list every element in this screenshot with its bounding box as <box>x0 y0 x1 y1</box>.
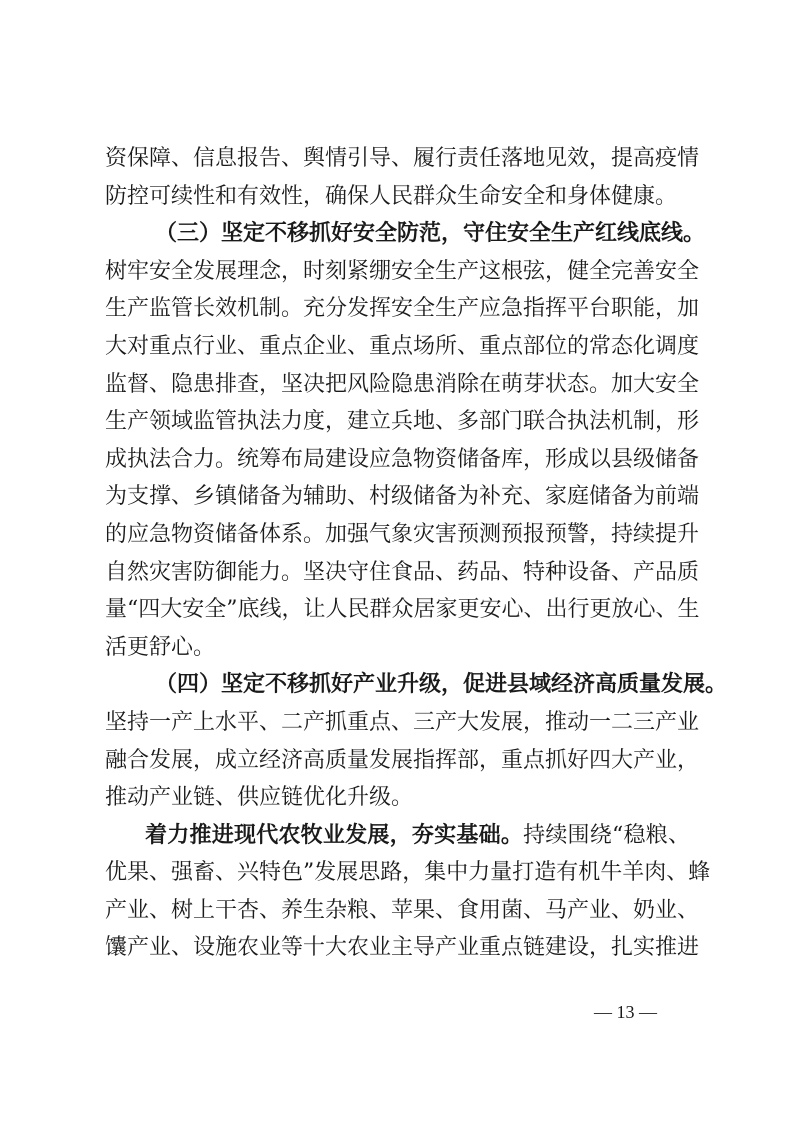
text-line-4: 树牢安全发展理念，时刻紧绷安全生产这根弦，健全完善安全 <box>105 258 700 284</box>
text-line-7: 监督、隐患排查，坚决把风险隐患消除在萌芽状态。加大安全 <box>105 371 700 397</box>
text-line-12: 自然灾害防御能力。坚决守住食品、药品、特种设备、产品质 <box>105 559 700 585</box>
text-line-21: 产业、树上干杏、养生杂粮、苹果、食用菌、马产业、奶业、 <box>105 897 700 923</box>
text-line-22: 馕产业、设施农业等十大农业主导产业重点链建设，扎实推进 <box>105 935 700 961</box>
section-heading-3 <box>105 215 706 253</box>
section-heading-text: （三）坚定不移抓好安全防范，守住安全生产红线底线。 <box>155 220 706 247</box>
text-line-9: 成执法合力。统筹布局建设应急物资储备库，形成以县级储备 <box>105 446 700 472</box>
text-line-13: 量“四大安全”底线，让人民群众居家更安心、出行更放心、生 <box>105 597 700 623</box>
text-line-17: 融合发展，成立经济高质量发展指挥部，重点抓好四大产业， <box>105 747 700 773</box>
text-line-6: 大对重点行业、重点企业、重点场所、重点部位的常态化调度 <box>105 333 700 359</box>
text-line-18: 推动产业链、供应链优化升级。 <box>105 785 414 811</box>
document-body <box>105 140 728 967</box>
text-line-16: 坚持一产上水平、二产抓重点、三产大发展，推动一二三产业 <box>105 709 700 735</box>
text-line-1: 资保障、信息报告、舆情引导、履行责任落地见效，提高疫情 <box>105 146 700 171</box>
text-line-10: 为支撑、乡镇储备为辅助、村级储备为补充、家庭储备为前端 <box>105 484 700 510</box>
page-number: — 13 — <box>594 1002 657 1022</box>
text-line-19-rest: 持续围绕“稳粮、 <box>523 822 690 848</box>
text-line-20: 优果、强畜、兴特色”发展思路，集中力量打造有机牛羊肉、蜂 <box>105 860 711 886</box>
section-heading-4 <box>105 666 728 704</box>
text-line-5: 生产监管长效机制。充分发挥安全生产应急指挥平台职能，加 <box>105 296 700 322</box>
text-line-2: 防控可续性和有效性，确保人民群众生命安全和身体健康。 <box>105 183 678 209</box>
text-line-19 <box>105 817 690 855</box>
section-heading-text: （四）坚定不移抓好产业升级，促进县域经济高质量发展。 <box>155 671 728 698</box>
text-line-14: 活更舒心。 <box>105 634 216 660</box>
text-line-11: 的应急物资储备体系。加强气象灾害预测预报预警，持续提升 <box>105 521 700 547</box>
emphasis-lead: 着力推进现代农牧业发展，夯实基础。 <box>145 821 524 848</box>
text-line-8: 生产领域监管执法力度，建立兵地、多部门联合执法机制，形 <box>105 409 700 435</box>
